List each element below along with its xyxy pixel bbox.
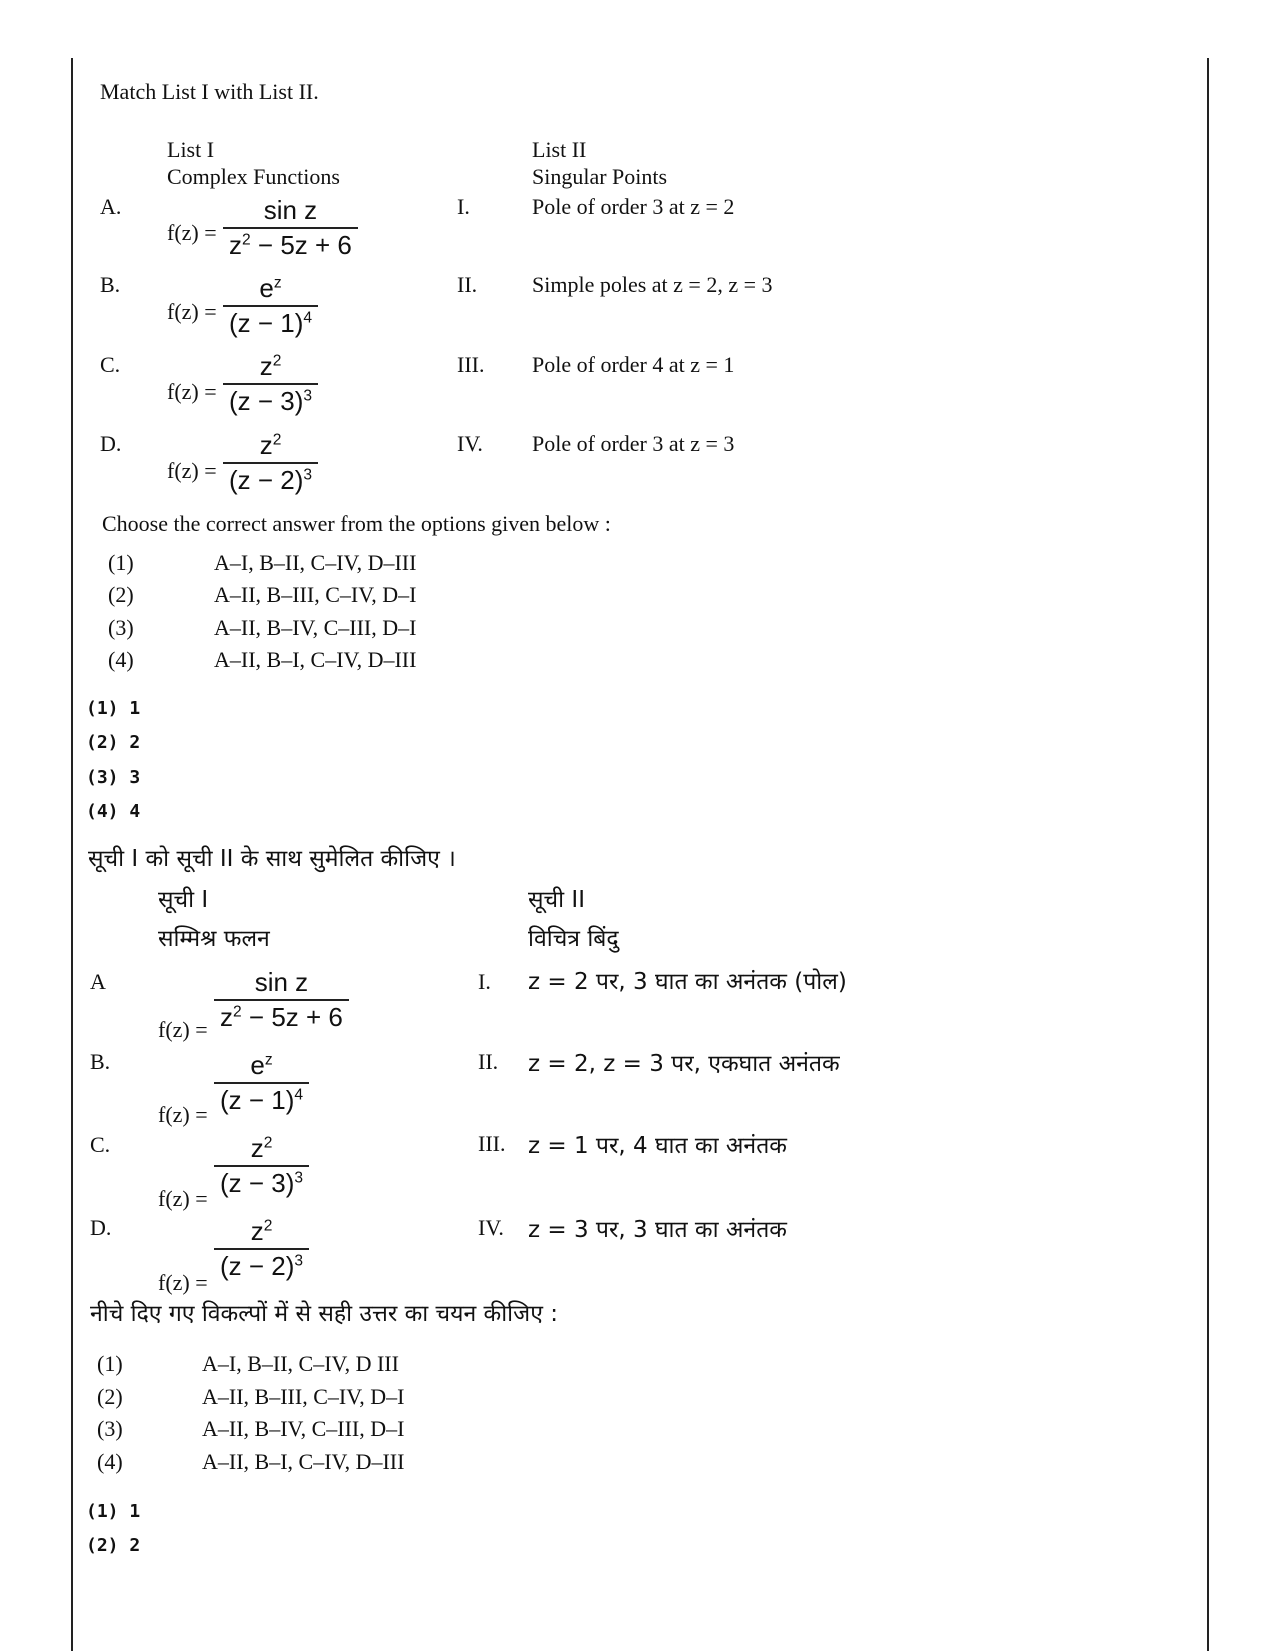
item-letter-d: D.: [100, 431, 122, 456]
function-label: f(z) =: [167, 220, 217, 245]
left-margin-rule: [71, 58, 73, 1651]
question-instruction: Match List I with List II.: [100, 79, 319, 104]
question-instruction-hindi: सूची I को सूची II के साथ सुमेलित कीजिए ।: [88, 846, 456, 872]
option-number: (1): [97, 1351, 123, 1376]
roman-ii: II.: [478, 1049, 499, 1074]
answer-choice-3[interactable]: (3) 3: [86, 767, 141, 788]
item-letter-b: B.: [90, 1049, 111, 1074]
function-c-fraction: [223, 350, 318, 417]
function-label: f(z) =: [167, 299, 217, 324]
list1-subheading: Complex Functions: [167, 164, 340, 189]
choose-instruction: Choose the correct answer from the options given below :: [102, 511, 611, 536]
function-c-fraction: [214, 1132, 309, 1199]
item-letter-a: A.: [100, 194, 122, 219]
option-number: (3): [97, 1416, 123, 1441]
roman-i: I.: [457, 194, 470, 219]
function-d-fraction: [223, 429, 318, 496]
option-text: A–II, B–I, C–IV, D–III: [214, 647, 417, 672]
option-text: A–II, B–III, C–IV, D–I: [202, 1384, 405, 1409]
function-label: f(z) =: [158, 1270, 208, 1295]
option-text: A–II, B–IV, C–III, D–I: [214, 615, 417, 640]
item-letter-d: D.: [90, 1215, 112, 1240]
function-a-fraction: [223, 194, 358, 261]
denominator: $(z - 1)^4$: [220, 1084, 304, 1115]
option-text: A–I, B–II, C–IV, D III: [202, 1351, 399, 1376]
denominator: $(z - 3)^3$: [229, 385, 313, 416]
function-label: f(z) =: [167, 379, 217, 404]
function-label: f(z) =: [158, 1186, 208, 1211]
list1-heading-hindi: सूची I: [158, 887, 209, 913]
option-number: (4): [97, 1449, 123, 1474]
numerator: $z^2$: [250, 1133, 273, 1163]
numerator: sin z: [254, 967, 309, 997]
function-label: f(z) =: [167, 458, 217, 483]
option-number: (1): [108, 550, 134, 575]
function-b-fraction: [214, 1049, 309, 1116]
numerator: $z^2$: [250, 1216, 273, 1246]
singular-point-iv: z = 3 पर, 3 घात का अनंतक: [528, 1217, 787, 1243]
function-d-fraction: [214, 1215, 309, 1282]
singular-point-ii: Simple poles at z = 2, z = 3: [532, 272, 773, 297]
item-letter-a: A: [90, 969, 106, 994]
singular-point-i: Pole of order 3 at z = 2: [532, 194, 735, 219]
option-number: (3): [108, 615, 134, 640]
list1-heading: List I: [167, 137, 215, 162]
answer-choice-2[interactable]: (2) 2: [86, 1535, 141, 1556]
function-a-fraction: [214, 966, 349, 1033]
list2-subheading-hindi: विचित्र बिंदु: [528, 926, 619, 952]
item-letter-b: B.: [100, 272, 121, 297]
roman-iii: III.: [457, 352, 485, 377]
item-letter-c: C.: [90, 1132, 111, 1157]
numerator: $z^2$: [259, 351, 282, 381]
option-text: A–II, B–I, C–IV, D–III: [202, 1449, 405, 1474]
numerator: sin z: [263, 195, 318, 225]
function-label: f(z) =: [158, 1102, 208, 1127]
answer-choice-1[interactable]: (1) 1: [86, 1501, 141, 1522]
answer-choice-2[interactable]: (2) 2: [86, 732, 141, 753]
choose-instruction-hindi: नीचे दिए गए विकल्पों में से सही उत्तर का चयन कीजिए :: [90, 1301, 558, 1327]
list1-subheading-hindi: सम्मिश्र फलन: [158, 926, 270, 952]
denominator: $(z - 1)^4$: [229, 307, 313, 338]
numerator: $z^2$: [259, 430, 282, 460]
option-text: A–II, B–III, C–IV, D–I: [214, 582, 417, 607]
roman-iii: III.: [478, 1131, 506, 1156]
denominator: $(z - 3)^3$: [220, 1167, 304, 1198]
function-b-fraction: [223, 272, 318, 339]
numerator: $e^z$: [250, 1050, 273, 1080]
denominator: $z^2 - 5z + 6$: [220, 1001, 343, 1032]
list2-subheading: Singular Points: [532, 164, 668, 189]
answer-choice-4[interactable]: (4) 4: [86, 801, 141, 822]
denominator: $z^2 - 5z + 6$: [229, 229, 352, 260]
option-text: A–I, B–II, C–IV, D–III: [214, 550, 417, 575]
roman-iv: IV.: [457, 431, 483, 456]
singular-point-iv: Pole of order 3 at z = 3: [532, 431, 735, 456]
numerator: $e^z$: [259, 273, 282, 303]
option-number: (2): [108, 582, 134, 607]
singular-point-iii: z = 1 पर, 4 घात का अनंतक: [528, 1133, 787, 1159]
list2-heading-hindi: सूची II: [528, 887, 585, 913]
singular-point-iii: Pole of order 4 at z = 1: [532, 352, 735, 377]
singular-point-i: z = 2 पर, 3 घात का अनंतक (पोल): [528, 969, 847, 995]
option-number: (4): [108, 647, 134, 672]
roman-i: I.: [478, 969, 491, 994]
list2-heading: List II: [532, 137, 587, 162]
roman-ii: II.: [457, 272, 478, 297]
item-letter-c: C.: [100, 352, 121, 377]
roman-iv: IV.: [478, 1215, 504, 1240]
denominator: $(z - 2)^3$: [220, 1250, 304, 1281]
right-margin-rule: [1207, 58, 1209, 1651]
option-number: (2): [97, 1384, 123, 1409]
option-text: A–II, B–IV, C–III, D–I: [202, 1416, 405, 1441]
answer-choice-1[interactable]: (1) 1: [86, 698, 141, 719]
function-label: f(z) =: [158, 1017, 208, 1042]
denominator: $(z - 2)^3$: [229, 464, 313, 495]
singular-point-ii: z = 2, z = 3 पर, एकघात अनंतक: [528, 1051, 840, 1077]
